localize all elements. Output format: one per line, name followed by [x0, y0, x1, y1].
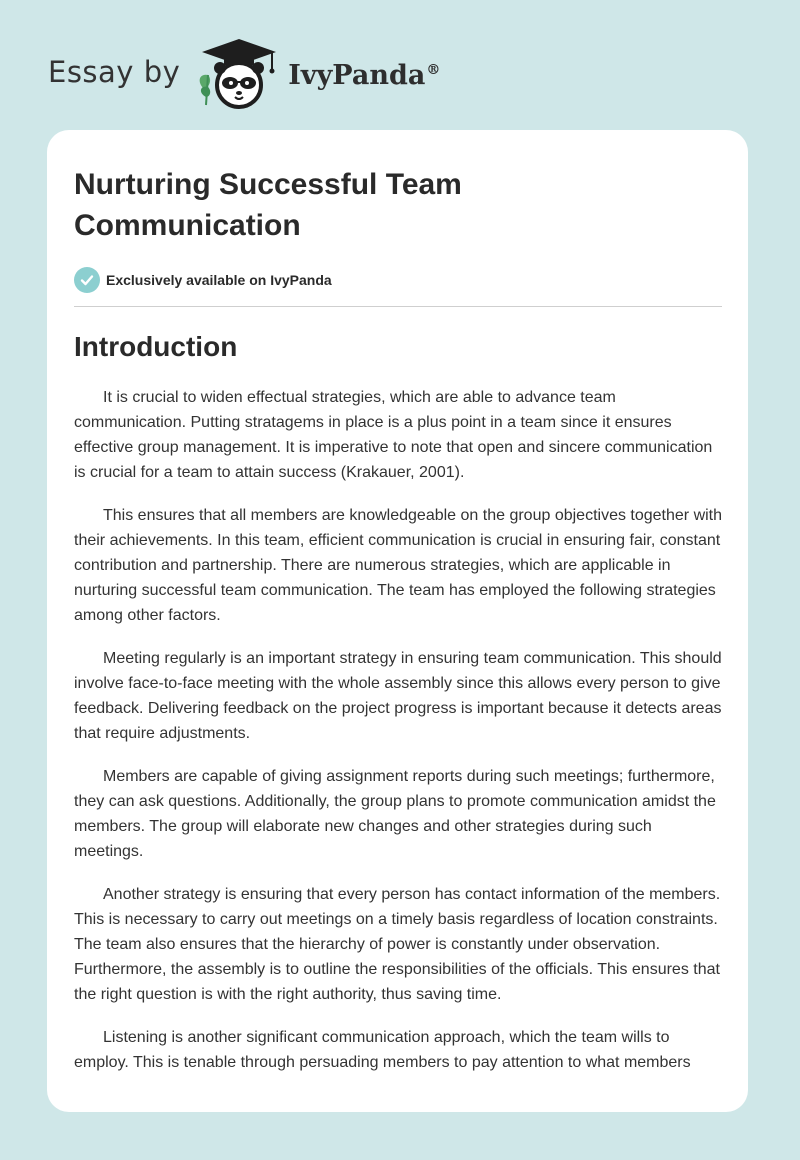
brand-name[interactable]: [288, 60, 440, 91]
essay-title: Nurturing Successful Team Communication: [74, 168, 462, 242]
badge-text: Exclusively available on IvyPanda: [106, 272, 332, 288]
essay-body: [74, 385, 722, 1075]
brand-name-text: IvyPanda: [288, 59, 426, 91]
paragraph: Another strategy is ensuring that every person has contact information of the members. This is necessary to carry out meetings on a timely basis regardless of location constraints. The team also ensures that the hierarchy of power is constantly under observation. Furthermore, the assembly is to outline the responsibilities of the officials. This ensures that the right question is with the right authority, thus saving time.: [74, 886, 721, 1003]
exclusive-badge: [74, 266, 722, 294]
paragraph: It is crucial to widen effectual strategies, which are able to advance team communication. Putting stratagems in place is a plus point in a team since it ensures effective group management. It is imperative to note that open and sincere communication is crucial for a team to attain success (Krakauer, 2001).: [74, 389, 713, 481]
panda-graduate-icon[interactable]: [194, 35, 284, 113]
check-circle-icon: [74, 267, 100, 293]
section-heading-introduction: Introduction: [74, 331, 238, 362]
paragraph: Listening is another significant communication approach, which the team wills to employ. This is tenable through persuading members to pay attention to what members: [74, 1029, 691, 1071]
site-header: [48, 34, 748, 114]
paragraph: Members are capable of giving assignment reports during such meetings; furthermore, they can ask questions. Additionally, the group plans to promote communication amidst the members. The group will elaborate new changes and other strategies during such meetings.: [74, 768, 716, 860]
paragraph: Meeting regularly is an important strategy in ensuring team communication. This should involve face-to-face meeting with the whole assembly since this allows every person to give feedback. Delivering feedback on the project progress is important because it detects areas that require adjustments.: [74, 650, 722, 742]
divider: [74, 306, 722, 307]
registered-mark: ®: [426, 61, 441, 78]
essay-card: [47, 130, 748, 1112]
paragraph: This ensures that all members are knowledgeable on the group objectives together with their achievements. In this team, efficient communication is crucial in ensuring fair, constant contribution and partnership. There are numerous strategies, which are applicable in nurturing successful team communication. The team has employed the following strategies among other factors.: [74, 507, 723, 624]
essay-by-label: Essay by: [48, 55, 181, 89]
